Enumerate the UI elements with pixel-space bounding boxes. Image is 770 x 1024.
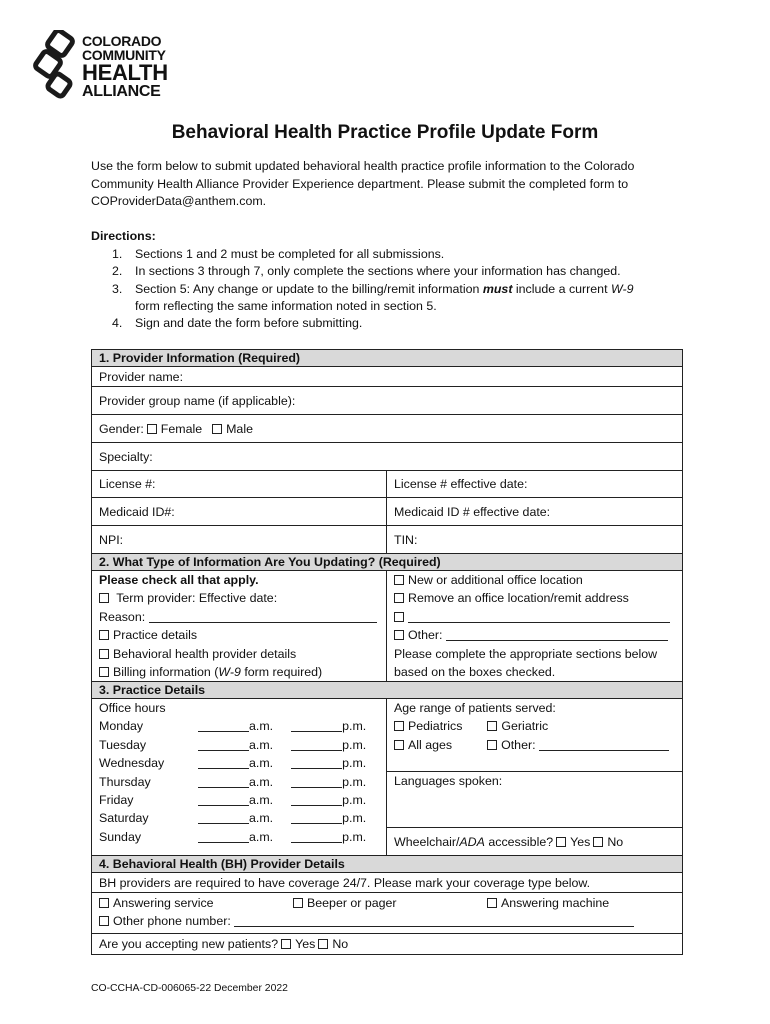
license-date-field[interactable]: License # effective date: [394,477,528,491]
section1-header: 1. Provider Information (Required) [92,350,682,367]
directions-heading: Directions: [91,229,156,243]
hours-row-sunday: Sunday a.m. p.m. [99,829,367,844]
section3-header: 3. Practice Details [92,682,682,699]
medicaid-date-field[interactable]: Medicaid ID # effective date: [394,504,551,519]
practice-details-checkbox[interactable] [99,630,109,640]
hours-row-monday: Monday a.m. p.m. [99,719,367,734]
other-checkbox[interactable] [394,630,404,640]
provider-name-row[interactable] [92,367,682,387]
age-range-block [387,699,682,772]
other-label: Other: [408,628,443,643]
blank-option-input[interactable] [408,622,670,623]
check-all-label: Please check all that apply. [99,573,259,587]
open-time-input[interactable] [198,775,249,788]
answering-machine-checkbox[interactable] [487,898,497,908]
hours-row-saturday: Saturday a.m. p.m. [99,811,367,826]
beeper-checkbox[interactable] [293,898,303,908]
term-provider-label: Term provider: Effective date: [116,591,278,606]
all-ages-checkbox[interactable] [394,740,404,750]
logo-mark-icon [30,30,80,102]
open-time-input[interactable] [198,756,249,769]
coverage-note: BH providers are required to have coverage 24/7. Please mark your coverage type below. [99,875,591,890]
office-hours-label: Office hours [99,701,166,715]
group-name-row[interactable] [92,387,682,415]
direction-item: 1. Sections 1 and 2 must be completed for all submissions. [112,247,445,261]
new-office-checkbox[interactable] [394,575,404,585]
complete-note: Please complete the appropriate sections below based on the boxes checked. [394,646,658,679]
hours-row-friday: Friday a.m. p.m. [99,792,367,807]
other-input[interactable] [446,640,668,641]
direction-item: 3. Section 5: Any change or update to the billing/remit information must include a current W-9 form reflecting the same information noted in section 5. [112,281,634,313]
open-time-input[interactable] [198,793,249,806]
other-age-label: Other: [501,737,536,752]
new-office-label: New or additional office location [408,573,583,587]
hours-row-thursday: Thursday a.m. p.m. [99,774,367,789]
directions-list [91,246,681,332]
pediatrics-label: Pediatrics [408,719,463,734]
all-ages-label: All ages [408,737,453,752]
close-time-input[interactable] [291,756,342,769]
remove-office-checkbox[interactable] [394,593,404,603]
answering-machine-label: Answering machine [501,896,610,910]
tin-field[interactable]: TIN: [394,532,418,547]
close-time-input[interactable] [291,738,342,751]
gender-label: Gender: [99,421,144,436]
other-age-input[interactable] [539,750,669,751]
bh-details-label: Behavioral health provider details [113,646,297,661]
logo [30,30,170,102]
accepting-yes-checkbox[interactable] [281,939,291,949]
accepting-row [92,934,682,954]
male-checkbox[interactable] [212,424,222,434]
close-time-input[interactable] [291,830,342,843]
accepting-label: Are you accepting new patients? [99,937,279,951]
wheelchair-yes-checkbox[interactable] [556,837,566,847]
beeper-label: Beeper or pager [307,896,397,910]
license-field[interactable]: License #: [92,471,387,497]
open-time-input[interactable] [198,830,249,843]
accepting-no-checkbox[interactable] [318,939,328,949]
wheelchair-block [387,828,682,855]
geriatric-checkbox[interactable] [487,721,497,731]
remove-office-label: Remove an office location/remit address [408,591,629,606]
gender-row [92,415,682,443]
group-name-label: Provider group name (if applicable): [99,393,296,408]
direction-item: 4. Sign and date the form before submitting. [112,316,363,331]
section2-header: 2. What Type of Information Are You Updating? (Required) [92,554,682,571]
pediatrics-checkbox[interactable] [394,721,404,731]
specialty-row[interactable] [92,443,682,471]
accepting-yes-label: Yes [295,937,316,951]
answering-service-checkbox[interactable] [99,898,109,908]
medicaid-row [92,498,682,526]
other-phone-checkbox[interactable] [99,916,109,926]
reason-input[interactable] [149,622,377,623]
npi-field[interactable]: NPI: [92,526,387,553]
logo-line1: COLORADO [82,33,162,49]
practice-details-label: Practice details [113,628,198,643]
medicaid-field[interactable]: Medicaid ID#: [92,498,387,525]
close-time-input[interactable] [291,719,342,732]
wheelchair-no-checkbox[interactable] [593,837,603,847]
open-time-input[interactable] [198,719,249,732]
term-provider-checkbox[interactable] [99,593,109,603]
intro-text: Use the form below to submit updated behavioral health practice profile information to the Colorado Community Health Alliance Provider Experience department. Please submit the completed form to COProviderData@anthem.com. [91,159,635,208]
other-age-checkbox[interactable] [487,740,497,750]
female-label: Female [160,421,203,436]
close-time-input[interactable] [291,793,342,806]
other-phone-input[interactable] [234,926,634,927]
section2-body [92,571,682,682]
section4-header: 4. Behavioral Health (BH) Provider Details [92,856,682,873]
specialty-label: Specialty: [99,449,153,464]
open-time-input[interactable] [198,811,249,824]
wheelchair-label: Wheelchair/ADA accessible? [394,834,554,849]
direction-item: 2. In sections 3 through 7, only complete the sections where your information has changed. [112,264,621,279]
wheelchair-no-label: No [607,834,624,849]
languages-block[interactable] [387,772,682,828]
close-time-input[interactable] [291,811,342,824]
hours-row-tuesday: Tuesday a.m. p.m. [99,737,367,752]
open-time-input[interactable] [198,738,249,751]
female-checkbox[interactable] [147,424,157,434]
close-time-input[interactable] [291,775,342,788]
logo-line3: HEALTH [82,60,168,85]
footer-code: CO-CCHA-CD-006065-22 December 2022 [91,983,288,994]
hours-row-wednesday: Wednesday a.m. p.m. [99,756,367,771]
blank-option-checkbox[interactable] [394,612,404,622]
section3-body [92,699,682,856]
logo-line2: COMMUNITY [82,47,166,63]
male-label: Male [226,421,253,436]
answering-service-label: Answering service [113,896,214,910]
other-phone-label: Other phone number: [113,914,231,929]
reason-label: Reason: [99,609,146,624]
logo-wordmark [82,34,168,100]
provider-name-label: Provider name: [99,369,184,384]
npi-row [92,526,682,554]
bh-details-checkbox[interactable] [99,649,109,659]
coverage-options [92,893,682,934]
wheelchair-yes-label: Yes [570,834,591,849]
billing-label: Billing information (W-9 form required) [113,664,323,679]
license-row [92,471,682,498]
billing-checkbox[interactable] [99,667,109,677]
age-range-label: Age range of patients served: [394,701,556,715]
form-table [91,349,683,955]
geriatric-label: Geriatric [501,719,549,734]
logo-line4: ALLIANCE [82,83,161,100]
page-title: Behavioral Health Practice Profile Update Form [171,122,599,143]
accepting-no-label: No [332,937,349,951]
languages-label: Languages spoken: [394,774,503,788]
